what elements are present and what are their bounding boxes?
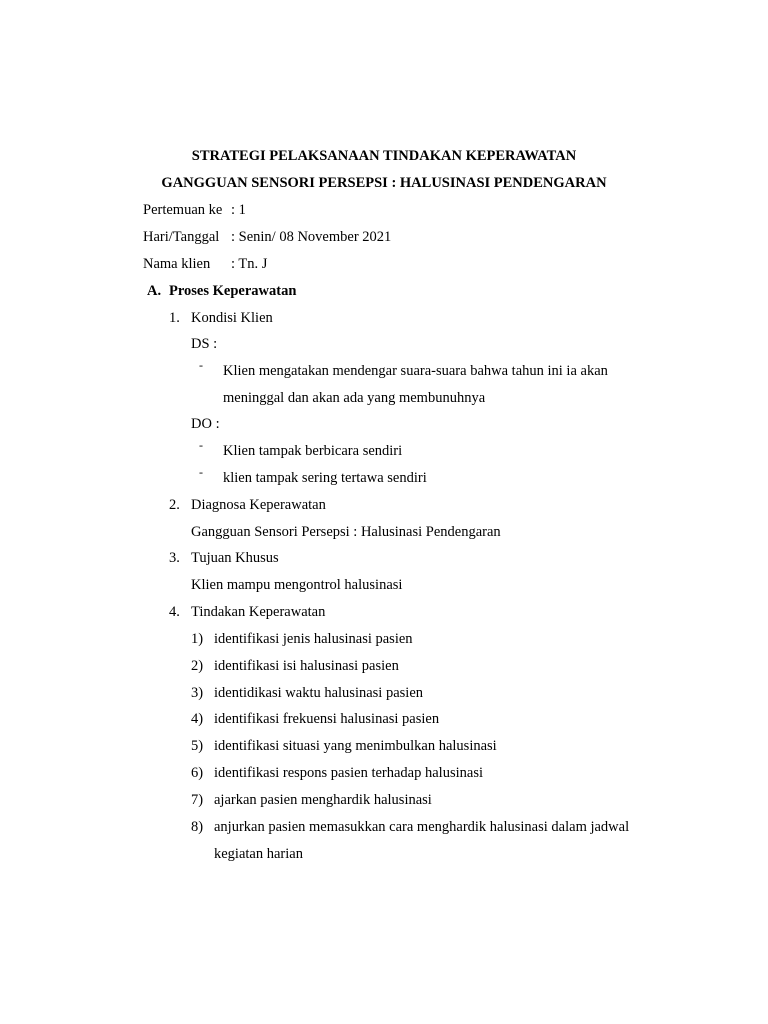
step-8-text-cont: kegiatan harian — [214, 846, 303, 862]
document-subtitle: GANGGUAN SENSORI PERSEPSI : HALUSINASI PENDENGARAN — [161, 175, 607, 191]
item-2-title: Diagnosa Keperawatan — [191, 497, 326, 513]
step-2-number: 2) — [191, 658, 204, 674]
step-8-text: anjurkan pasien memasukkan cara menghardik halusinasi dalam jadwal — [214, 819, 630, 835]
step-1-number: 1) — [191, 631, 204, 647]
ds-label: DS : — [191, 336, 218, 352]
section-a-marker: A. — [147, 283, 162, 299]
do-bullet-1-text: Klien tampak berbicara sendiri — [223, 443, 403, 459]
item-3-title: Tujuan Khusus — [191, 550, 279, 566]
do-bullet-1-dash: - — [199, 438, 203, 452]
item-3-text: Klien mampu mengontrol halusinasi — [191, 577, 403, 593]
step-5-text: identifikasi situasi yang menimbulkan halusinasi — [214, 738, 497, 754]
step-7-text: ajarkan pasien menghardik halusinasi — [214, 792, 432, 808]
meta-label-client: Nama klien — [143, 256, 211, 272]
meta-value-date: : Senin/ 08 November 2021 — [231, 229, 392, 245]
section-a-title: Proses Keperawatan — [169, 283, 297, 299]
meta-label-meeting: Pertemuan ke — [143, 202, 223, 218]
item-1-title: Kondisi Klien — [191, 310, 273, 326]
step-5-number: 5) — [191, 738, 204, 754]
item-4-title: Tindakan Keperawatan — [191, 604, 326, 620]
step-3-number: 3) — [191, 685, 204, 701]
ds-bullet-text-cont: meninggal dan akan ada yang membunuhnya — [223, 390, 486, 406]
step-6-text: identifikasi respons pasien terhadap halusinasi — [214, 765, 483, 781]
meta-label-date: Hari/Tanggal — [143, 229, 220, 245]
step-4-number: 4) — [191, 711, 204, 727]
step-6-number: 6) — [191, 765, 204, 781]
item-2-text: Gangguan Sensori Persepsi : Halusinasi Pendengaran — [191, 524, 501, 540]
item-1-number: 1. — [169, 310, 180, 326]
step-8-number: 8) — [191, 819, 204, 835]
step-7-number: 7) — [191, 792, 204, 808]
item-2-number: 2. — [169, 497, 180, 513]
item-4-number: 4. — [169, 604, 180, 620]
meta-value-client: : Tn. J — [231, 256, 268, 272]
do-bullet-2-text: klien tampak sering tertawa sendiri — [223, 470, 427, 486]
step-1-text: identifikasi jenis halusinasi pasien — [214, 631, 413, 647]
step-4-text: identifikasi frekuensi halusinasi pasien — [214, 711, 440, 727]
step-3-text: identidikasi waktu halusinasi pasien — [214, 685, 424, 701]
ds-bullet-text: Klien mengatakan mendengar suara-suara bahwa tahun ini ia akan — [223, 363, 608, 379]
meta-value-meeting: : 1 — [231, 202, 246, 218]
item-3-number: 3. — [169, 550, 180, 566]
ds-bullet-dash: - — [199, 358, 203, 372]
document-title: STRATEGI PELAKSANAAN TINDAKAN KEPERAWATAN — [191, 148, 577, 164]
do-bullet-2-dash: - — [199, 465, 203, 479]
step-2-text: identifikasi isi halusinasi pasien — [214, 658, 399, 674]
do-label: DO : — [191, 416, 220, 432]
